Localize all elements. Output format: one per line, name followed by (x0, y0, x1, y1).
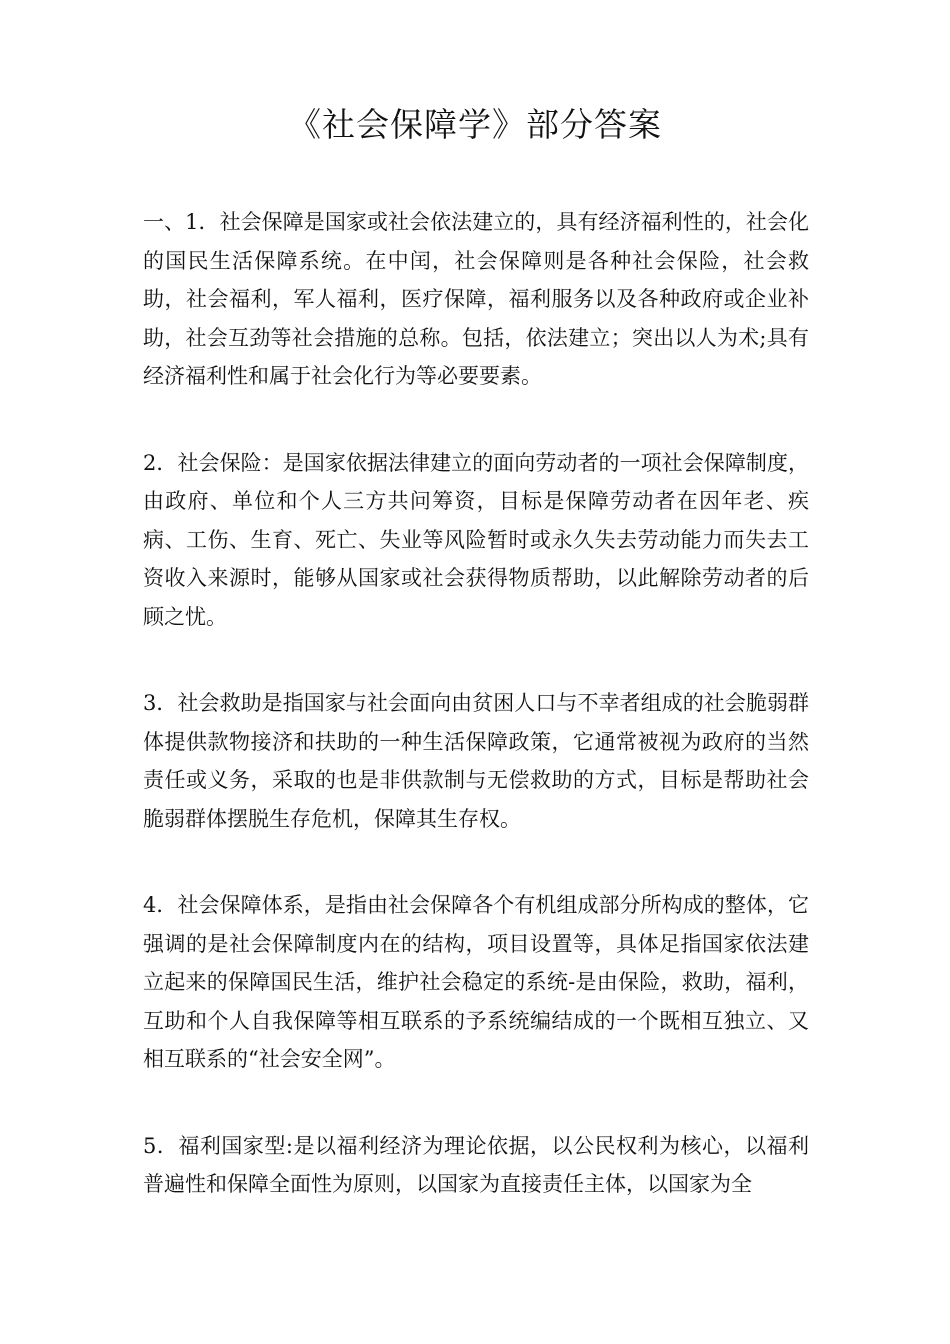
paragraph-welfare-state-type: 5．福利国家型:是以福利经济为理论依据，以公民权利为核心，以福利普遍性和保障全面性为原则，以国家为直接责任主体，以国家为全 (143, 1133, 809, 1196)
paragraph-social-security-system: 4．社会保障体系，是指由社会保障各个有机组成部分所构成的整体，它强调的是社会保障制度内在的结构，项目设置等，具体足指国家依法建立起来的保障国民生活，维护社会稳定的系统-是由保险，救助，福利，互助和个人自我保障等相互联系的予系统编结成的一个既相互独立、又相互联系的“社会安全网”。 (143, 893, 809, 1071)
document-body (143, 203, 809, 1252)
paragraph-social-insurance: 2．社会保险：是国家依据法律建立的面向劳动者的一项社会保障制度，由政府、单位和个人三方共问筹资，目标是保障劳动者在因年老、疾病、工伤、生育、死亡、失业等风险暂时或永久失去劳动能力而失去工资收入来源时，能够从国家或社会获得物质帮助，以此解除劳动者的后顾之忧。 (143, 450, 809, 629)
paragraph-social-assistance: 3．社会救助是指国家与社会面向由贫困人口与不幸者组成的社会脆弱群体提供款物接济和扶助的一种生活保障政策，它通常被视为政府的当然责任或义务，采取的也是非供款制与无偿救助的方式，目标是帮助社会脆弱群体摆脱生存危机，保障其生存权。 (143, 691, 809, 831)
document-title: 《社会保障学》部分答案 (288, 105, 662, 144)
paragraph-definition-social-security: 一、1．社会保障是国家或社会依法建立的，具有经济福利性的，社会化的国民生活保障系统。在中闰，社会保障则是各种社会保险，社会救助，社会福利，军人福利，医疗保障，福利服务以及各种政府或企业补助，社会互劲等社会措施的总称。包括，依法建立；突出以人为术;具有经济福利性和属于社会化行为等必要要素。 (143, 210, 809, 388)
